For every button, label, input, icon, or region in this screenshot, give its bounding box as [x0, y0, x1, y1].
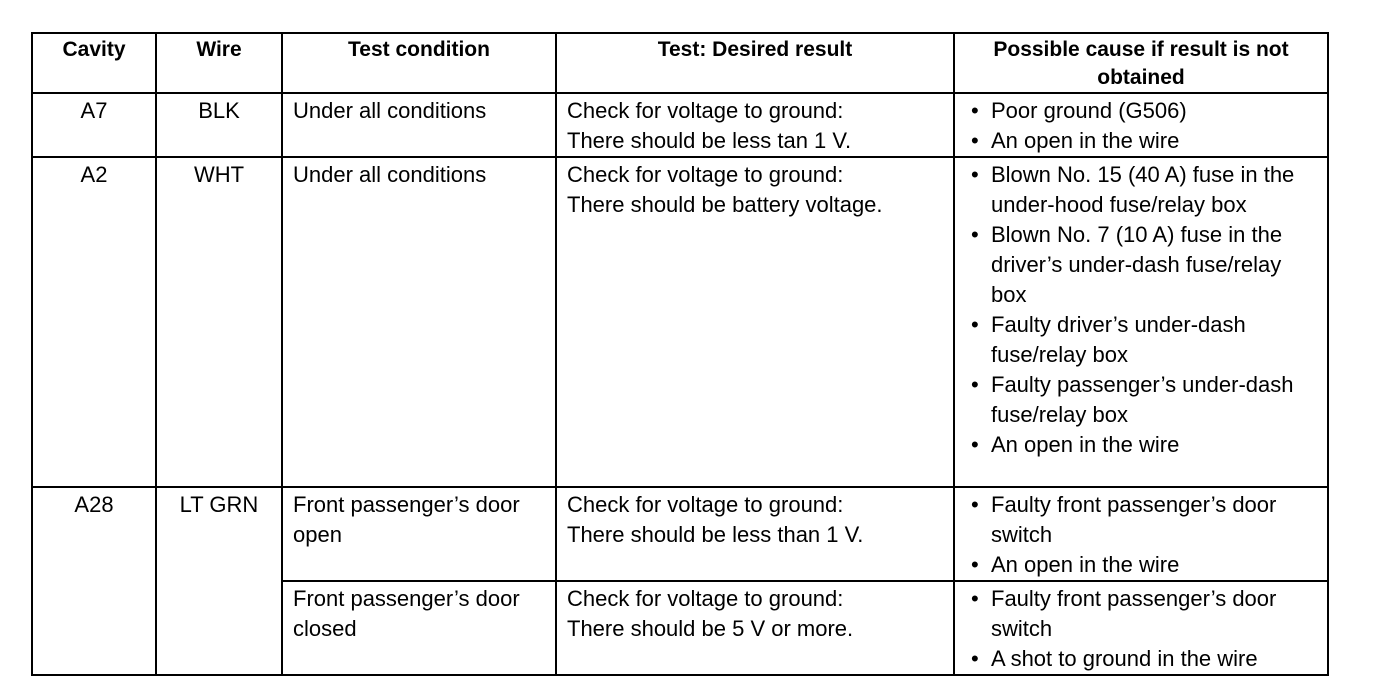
result-line: There should be less tan 1 V. — [567, 128, 852, 153]
diagnostic-table — [31, 32, 1329, 676]
cause-list — [965, 160, 1317, 460]
header-test-condition: Test condition — [282, 33, 556, 93]
cause-item: • An open in the wire — [965, 550, 1317, 580]
result-cell — [556, 157, 954, 487]
cause-item: • Blown No. 7 (10 A) fuse in the driver’s under-dash fuse/relay box — [965, 220, 1317, 310]
cause-item: • Blown No. 15 (40 A) fuse in the under-hood fuse/relay box — [965, 160, 1317, 220]
cavity-cell: A28 — [32, 487, 156, 675]
result-line: There should be less than 1 V. — [567, 522, 864, 547]
table-row — [32, 487, 1328, 581]
condition-cell: Under all conditions — [282, 93, 556, 157]
cause-cell — [954, 157, 1328, 487]
cavity-cell: A7 — [32, 93, 156, 157]
table-row — [32, 157, 1328, 487]
cause-list — [965, 490, 1317, 580]
cause-item: • An open in the wire — [965, 430, 1317, 460]
condition-cell: Under all conditions — [282, 157, 556, 487]
header-cavity: Cavity — [32, 33, 156, 93]
result-line: There should be 5 V or more. — [567, 616, 854, 641]
table-row — [32, 93, 1328, 157]
cause-cell — [954, 581, 1328, 675]
result-line: There should be battery voltage. — [567, 192, 883, 217]
cause-item: • Faulty front passenger’s door switch — [965, 490, 1317, 550]
result-cell — [556, 93, 954, 157]
header-row — [32, 33, 1328, 93]
cause-list — [965, 584, 1317, 674]
condition-cell: Front passenger’s door closed — [282, 581, 556, 675]
result-line: Check for voltage to ground: — [567, 162, 844, 187]
cause-item: • Faulty front passenger’s door switch — [965, 584, 1317, 644]
result-line: Check for voltage to ground: — [567, 98, 844, 123]
result-cell — [556, 581, 954, 675]
wire-cell: BLK — [156, 93, 282, 157]
header-possible-cause: Possible cause if result is not obtained — [954, 33, 1328, 93]
wire-cell: LT GRN — [156, 487, 282, 675]
cause-item: • Faulty driver’s under-dash fuse/relay box — [965, 310, 1317, 370]
result-cell — [556, 487, 954, 581]
condition-cell: Front passenger’s door open — [282, 487, 556, 581]
result-line: Check for voltage to ground: — [567, 492, 844, 517]
cause-item: • Faulty passenger’s under-dash fuse/relay box — [965, 370, 1317, 430]
cause-list — [965, 96, 1317, 156]
header-wire: Wire — [156, 33, 282, 93]
cavity-cell: A2 — [32, 157, 156, 487]
cause-cell — [954, 93, 1328, 157]
result-line: Check for voltage to ground: — [567, 586, 844, 611]
cause-item: • A shot to ground in the wire — [965, 644, 1317, 674]
wire-cell: WHT — [156, 157, 282, 487]
cause-item: • An open in the wire — [965, 126, 1317, 156]
cause-item: • Poor ground (G506) — [965, 96, 1317, 126]
cause-cell — [954, 487, 1328, 581]
header-desired-result: Test: Desired result — [556, 33, 954, 93]
